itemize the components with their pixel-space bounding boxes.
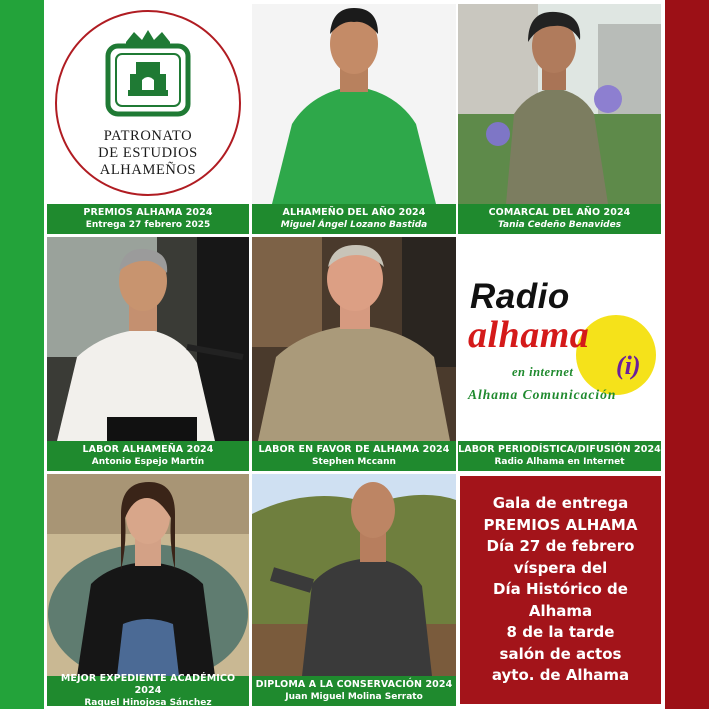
caption-subtitle: Raquel Hinojosa Sánchez xyxy=(84,698,212,706)
logo-line: ALHAMEÑOS xyxy=(99,162,197,178)
caption-subtitle: Antonio Espejo Martín xyxy=(91,457,205,467)
gala-line: Alhama xyxy=(528,601,593,620)
caption-subtitle: Tania Cedeño Benavides xyxy=(497,220,622,230)
caption-labor-periodistica xyxy=(458,441,661,471)
photo-comarcal xyxy=(458,4,661,204)
radio-brand: alhama xyxy=(468,314,590,356)
logo-line: DE ESTUDIOS xyxy=(98,145,198,161)
caption-labor-alhamena xyxy=(47,441,249,471)
caption-subtitle: Entrega 27 febrero 2025 xyxy=(85,220,211,230)
caption-title: LABOR EN FAVOR DE ALHAMA 2024 xyxy=(258,444,450,455)
gala-line: víspera del xyxy=(513,558,608,577)
left-color-band xyxy=(0,0,44,709)
cell-radio-alhama xyxy=(458,237,661,471)
caption-diploma xyxy=(252,676,456,706)
photo-mejor-expediente xyxy=(47,474,249,676)
caption-labor-favor xyxy=(252,441,456,471)
radio-alhama-logo xyxy=(458,237,661,441)
gala-line: PREMIOS ALHAMA xyxy=(483,515,638,534)
caption-alhameno xyxy=(252,204,456,234)
caption-title: PREMIOS ALHAMA 2024 xyxy=(83,207,213,218)
gala-line: 8 de la tarde xyxy=(506,623,615,642)
caption-subtitle: Miguel Ángel Lozano Bastida xyxy=(280,220,428,230)
photo-labor-alhamena xyxy=(47,237,249,441)
caption-title: MEJOR EXPEDIENTE ACADÉMICO 2024 xyxy=(60,673,236,696)
patronato-logo-text xyxy=(57,128,239,179)
caption-title: LABOR PERIODÍSTICA/DIFUSIÓN 2024 xyxy=(458,444,661,455)
photo-diploma xyxy=(252,474,456,676)
gala-line: Día 27 de febrero xyxy=(486,537,635,556)
cell-mejor-expediente xyxy=(47,474,249,706)
caption-title: COMARCAL DEL AÑO 2024 xyxy=(488,207,631,218)
cell-labor-alhamena xyxy=(47,237,249,471)
cell-comarcal xyxy=(458,4,661,234)
cell-premios-logo xyxy=(47,4,249,234)
gala-line: salón de actos xyxy=(499,644,622,663)
photo-labor-favor xyxy=(252,237,456,441)
gala-line: Día Histórico de xyxy=(493,580,628,599)
caption-subtitle: Stephen Mccann xyxy=(312,457,396,467)
gala-line: Gala de entrega xyxy=(492,494,629,513)
cell-diploma xyxy=(252,474,456,706)
caption-mejor-expediente xyxy=(47,673,249,706)
right-color-band xyxy=(665,0,709,709)
caption-subtitle: Juan Miguel Molina Serrato xyxy=(285,692,423,702)
caption-comarcal xyxy=(458,204,661,234)
logo-line: PATRONATO xyxy=(103,128,193,144)
caption-subtitle: Radio Alhama en Internet xyxy=(494,457,625,467)
cell-alhameno xyxy=(252,4,456,234)
caption-title: DIPLOMA A LA CONSERVACIÓN 2024 xyxy=(255,679,453,690)
gala-info-panel xyxy=(460,476,661,704)
gala-line: ayto. de Alhama xyxy=(491,666,630,685)
radio-subtitle: Alhama Comunicación xyxy=(468,387,617,402)
caption-title: LABOR ALHAMEÑA 2024 xyxy=(82,444,214,455)
photo-alhameno xyxy=(252,4,456,204)
radio-internet: en internet xyxy=(512,365,574,379)
caption-premios xyxy=(47,204,249,234)
patronato-logo xyxy=(55,10,241,196)
caption-title: ALHAMEÑO DEL AÑO 2024 xyxy=(282,207,426,218)
radio-title: Radio xyxy=(470,277,570,316)
cell-labor-favor xyxy=(252,237,456,471)
radio-suffix: (i) xyxy=(616,351,641,380)
crown-crest-icon xyxy=(98,28,198,120)
